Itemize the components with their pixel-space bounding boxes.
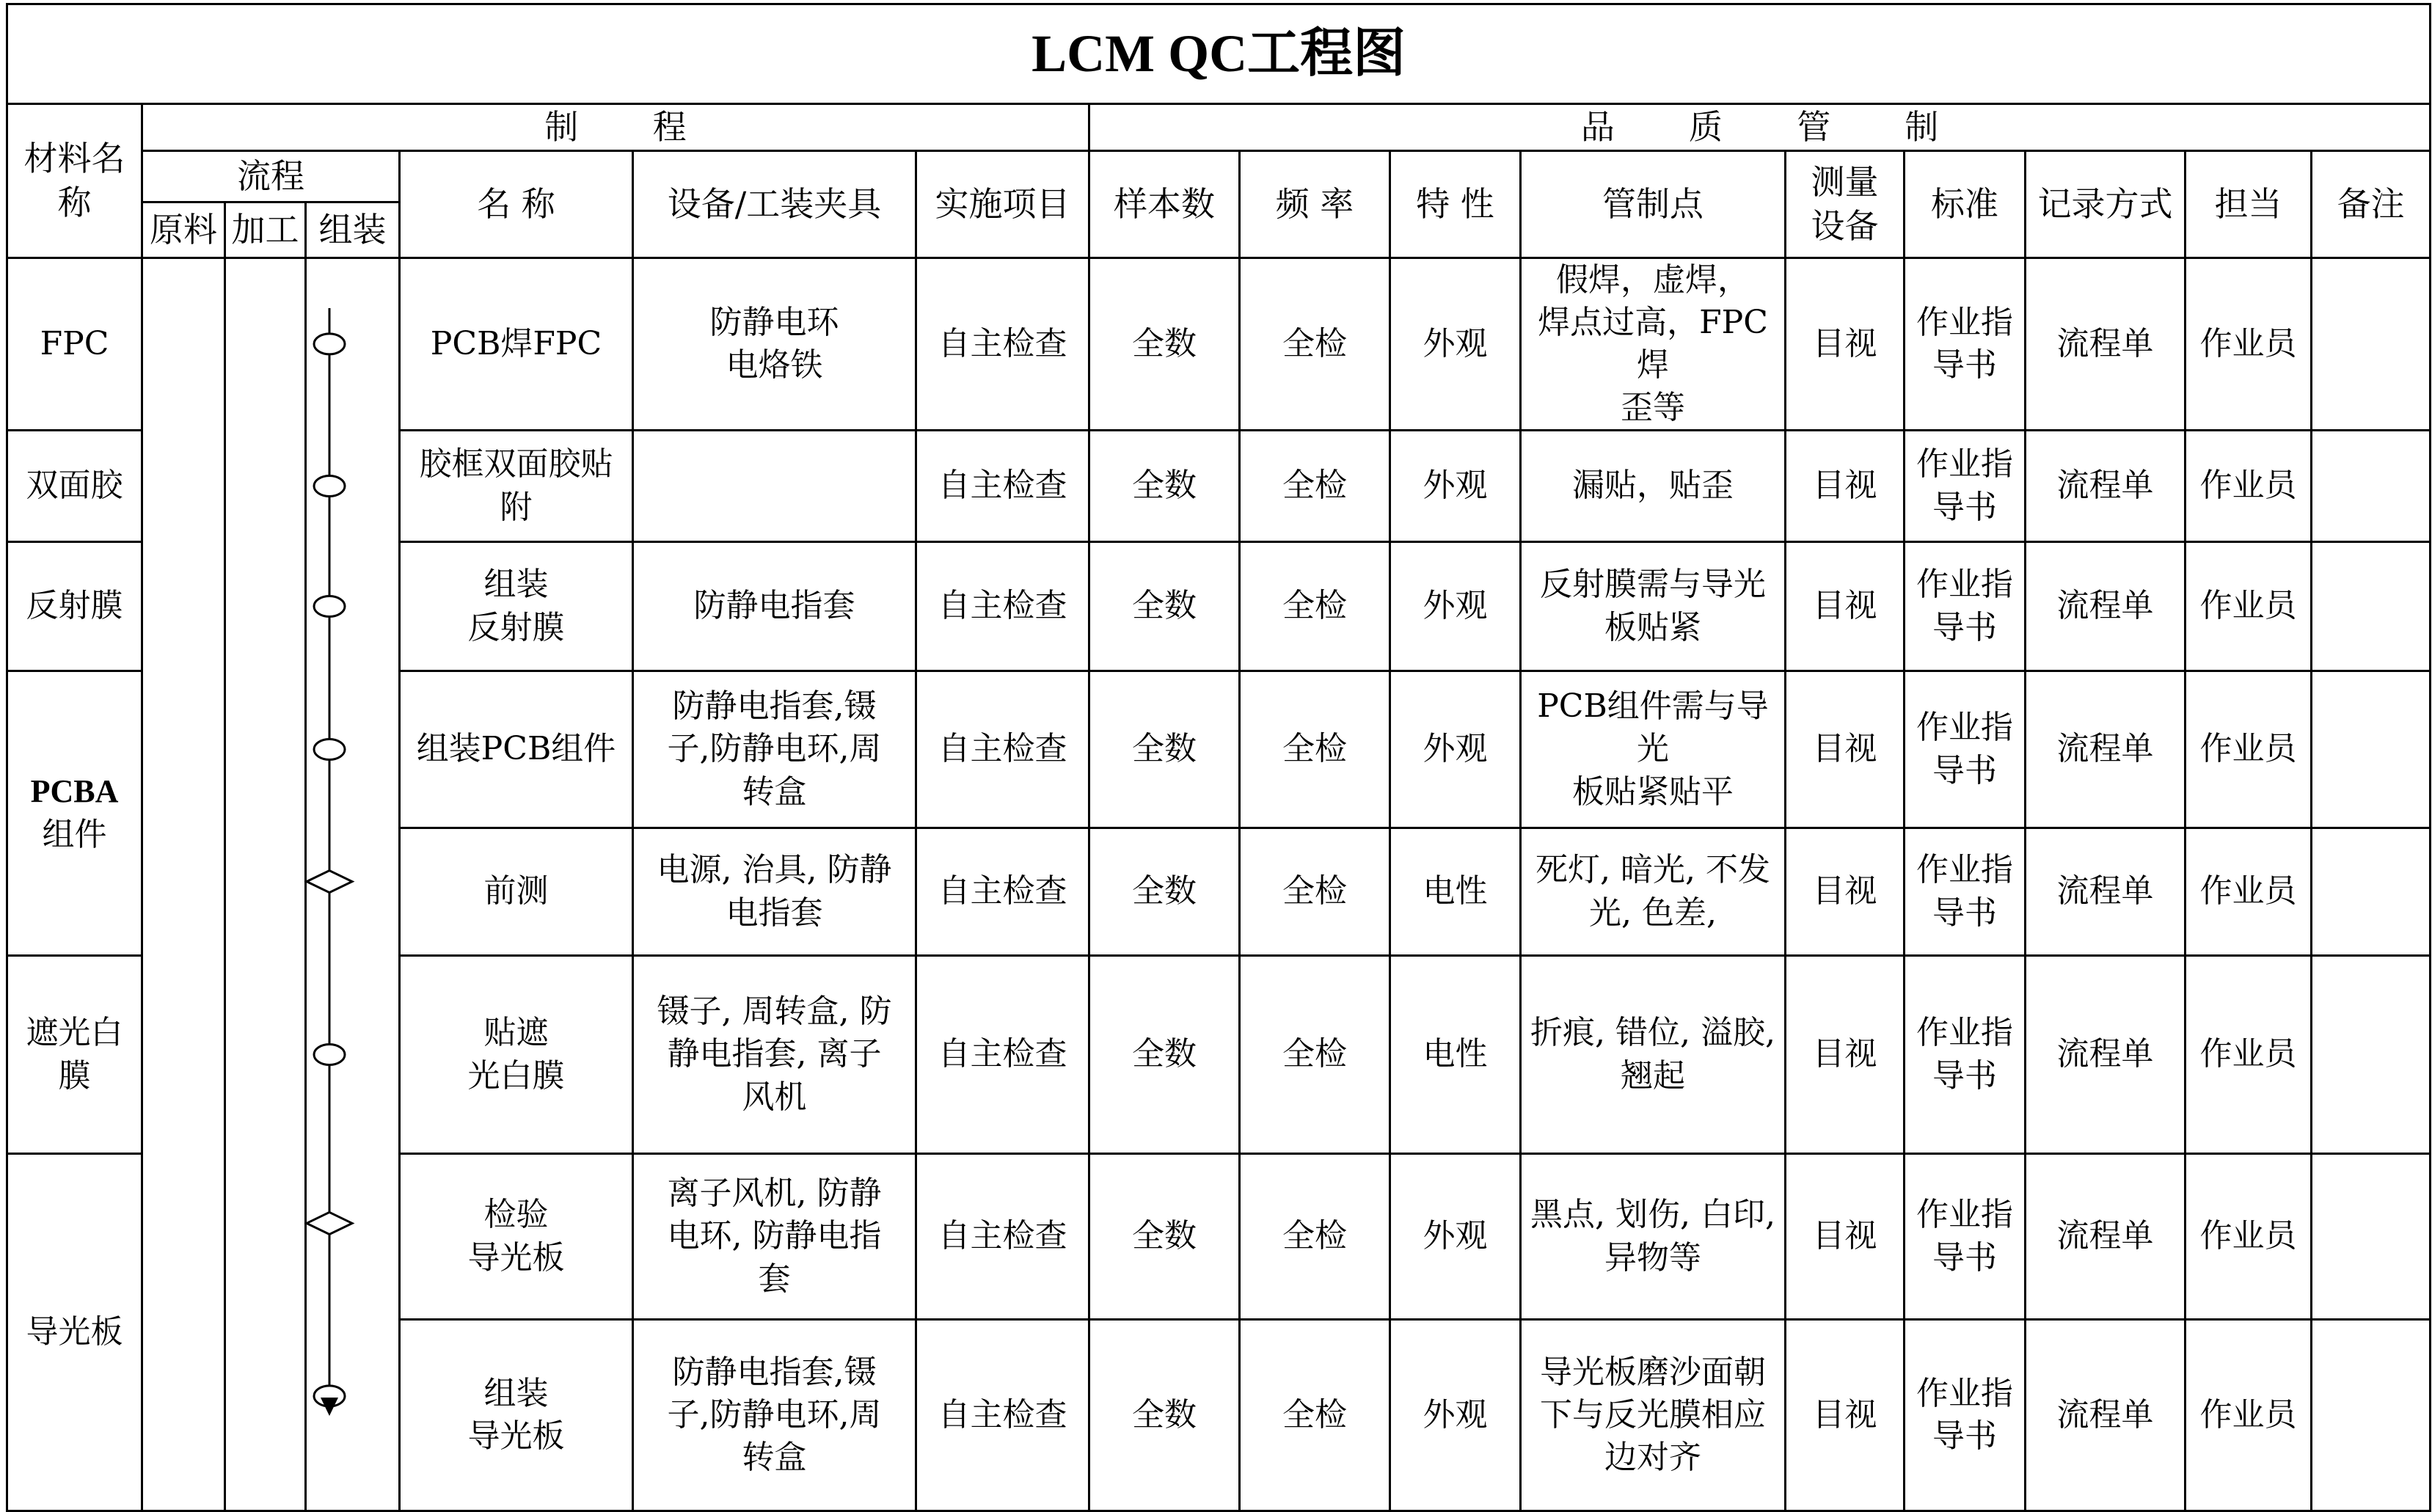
frequency: 全检 — [1240, 956, 1390, 1154]
characteristic: 外观 — [1390, 1154, 1521, 1320]
characteristic: 电性 — [1390, 828, 1521, 956]
process-name: PCB焊FPC — [400, 258, 633, 430]
control-point: 漏贴，贴歪 — [1521, 431, 1786, 542]
header-standard: 标准 — [1905, 150, 2026, 258]
control-point: PCB组件需与导光 板贴紧贴平 — [1521, 671, 1786, 828]
record-method: 流程单 — [2026, 258, 2185, 430]
sample-count: 全数 — [1089, 542, 1240, 671]
owner: 作业员 — [2185, 671, 2312, 828]
process-item: 自主检查 — [916, 956, 1089, 1154]
header-assembly: 组装 — [306, 202, 400, 258]
remark — [2312, 258, 2431, 430]
header-record: 记录方式 — [2026, 150, 2185, 258]
standard: 作业指 导书 — [1905, 258, 2026, 430]
remark — [2312, 956, 2431, 1154]
characteristic: 外观 — [1390, 671, 1521, 828]
standard: 作业指 导书 — [1905, 431, 2026, 542]
frequency: 全检 — [1240, 1320, 1390, 1511]
measuring-device: 目视 — [1786, 542, 1905, 671]
control-point: 黑点, 划伤, 白印, 异物等 — [1521, 1154, 1786, 1320]
sample-count: 全数 — [1089, 956, 1240, 1154]
standard: 作业指 导书 — [1905, 542, 2026, 671]
owner: 作业员 — [2185, 431, 2312, 542]
owner: 作业员 — [2185, 828, 2312, 956]
measuring-device: 目视 — [1786, 431, 1905, 542]
measuring-device: 目视 — [1786, 1154, 1905, 1320]
record-method: 流程单 — [2026, 1320, 2185, 1511]
process-name: 前测 — [400, 828, 633, 956]
process-item: 自主检查 — [916, 671, 1089, 828]
process-equipment: 防静电指套 — [633, 542, 916, 671]
record-method: 流程单 — [2026, 828, 2185, 956]
header-name: 名 称 — [400, 150, 633, 258]
remark — [2312, 1320, 2431, 1511]
measuring-device: 目视 — [1786, 1320, 1905, 1511]
header-processing: 加工 — [225, 202, 306, 258]
process-item: 自主检查 — [916, 1154, 1089, 1320]
header-raw: 原料 — [142, 202, 225, 258]
control-point: 死灯, 暗光, 不发 光, 色差, — [1521, 828, 1786, 956]
process-equipment: 镊子, 周转盒, 防 静电指套, 离子 风机 — [633, 956, 916, 1154]
owner: 作业员 — [2185, 1320, 2312, 1511]
standard: 作业指 导书 — [1905, 828, 2026, 956]
frequency: 全检 — [1240, 828, 1390, 956]
material-cell: 双面胶 — [7, 431, 142, 542]
process-name: 组装PCB组件 — [400, 671, 633, 828]
flow-processing-column — [225, 258, 306, 1511]
characteristic: 外观 — [1390, 431, 1521, 542]
frequency: 全检 — [1240, 431, 1390, 542]
header-material: 材料名称 — [7, 104, 142, 258]
header-measuring: 测量设备 — [1786, 150, 1905, 258]
characteristic: 外观 — [1390, 258, 1521, 430]
header-control-point: 管制点 — [1521, 150, 1786, 258]
characteristic: 外观 — [1390, 1320, 1521, 1511]
process-equipment: 电源, 治具, 防静 电指套 — [633, 828, 916, 956]
process-equipment: 防静电环 电烙铁 — [633, 258, 916, 430]
characteristic: 外观 — [1390, 542, 1521, 671]
flow-assembly-column — [306, 258, 400, 1511]
process-equipment: 防静电指套,镊 子,防静电环,周 转盒 — [633, 671, 916, 828]
remark — [2312, 1154, 2431, 1320]
frequency: 全检 — [1240, 542, 1390, 671]
frequency: 全检 — [1240, 1154, 1390, 1320]
material-cell: 导光板 — [7, 1154, 142, 1511]
process-item: 自主检查 — [916, 828, 1089, 956]
owner: 作业员 — [2185, 542, 2312, 671]
sample-count: 全数 — [1089, 258, 1240, 430]
header-item: 实施项目 — [916, 150, 1089, 258]
header-process-group: 制 程 — [142, 104, 1089, 151]
flow-raw-column — [142, 258, 225, 1511]
remark — [2312, 542, 2431, 671]
record-method: 流程单 — [2026, 956, 2185, 1154]
header-characteristic: 特 性 — [1390, 150, 1521, 258]
measuring-device: 目视 — [1786, 258, 1905, 430]
process-equipment — [633, 431, 916, 542]
process-name: 组装 导光板 — [400, 1320, 633, 1511]
material-cell-pcba: PCBA 组件 — [7, 671, 142, 956]
process-equipment: 防静电指套,镊 子,防静电环,周 转盒 — [633, 1320, 916, 1511]
remark — [2312, 431, 2431, 542]
header-equipment: 设备/工装夹具 — [633, 150, 916, 258]
material-cell: FPC — [7, 258, 142, 430]
owner: 作业员 — [2185, 1154, 2312, 1320]
owner: 作业员 — [2185, 258, 2312, 430]
process-name: 组装 反射膜 — [400, 542, 633, 671]
measuring-device: 目视 — [1786, 671, 1905, 828]
sample-count: 全数 — [1089, 671, 1240, 828]
measuring-device: 目视 — [1786, 828, 1905, 956]
header-flow: 流程 — [142, 150, 400, 202]
process-name: 胶框双面胶贴 附 — [400, 431, 633, 542]
sample-count: 全数 — [1089, 1154, 1240, 1320]
sample-count: 全数 — [1089, 431, 1240, 542]
header-frequency: 频 率 — [1240, 150, 1390, 258]
process-item: 自主检查 — [916, 1320, 1089, 1511]
process-item: 自主检查 — [916, 431, 1089, 542]
record-method: 流程单 — [2026, 671, 2185, 828]
owner: 作业员 — [2185, 956, 2312, 1154]
header-quality-group: 品 质 管 制 — [1089, 104, 2431, 151]
record-method: 流程单 — [2026, 1154, 2185, 1320]
remark — [2312, 828, 2431, 956]
process-item: 自主检查 — [916, 542, 1089, 671]
process-name: 检验 导光板 — [400, 1154, 633, 1320]
process-item: 自主检查 — [916, 258, 1089, 430]
document-title: LCM QC工程图 — [7, 4, 2431, 104]
sample-count: 全数 — [1089, 828, 1240, 956]
standard: 作业指 导书 — [1905, 1320, 2026, 1511]
measuring-device: 目视 — [1786, 956, 1905, 1154]
record-method: 流程单 — [2026, 542, 2185, 671]
remark — [2312, 671, 2431, 828]
record-method: 流程单 — [2026, 431, 2185, 542]
material-cell: 遮光白膜 — [7, 956, 142, 1154]
header-owner: 担当 — [2185, 150, 2312, 258]
characteristic: 电性 — [1390, 956, 1521, 1154]
process-equipment: 离子风机, 防静 电环, 防静电指 套 — [633, 1154, 916, 1320]
process-name: 贴遮 光白膜 — [400, 956, 633, 1154]
control-point: 反射膜需与导光 板贴紧 — [1521, 542, 1786, 671]
material-pcba-latin: PCBA — [30, 773, 119, 810]
standard: 作业指 导书 — [1905, 1154, 2026, 1320]
standard: 作业指 导书 — [1905, 956, 2026, 1154]
control-point: 导光板磨沙面朝 下与反光膜相应 边对齐 — [1521, 1320, 1786, 1511]
material-cell: 反射膜 — [7, 542, 142, 671]
control-point: 假焊，虚焊， 焊点过高，FPC焊 歪等 — [1521, 258, 1786, 430]
qc-process-table — [6, 3, 2431, 1512]
control-point: 折痕, 错位, 溢胶, 翘起 — [1521, 956, 1786, 1154]
header-sample: 样本数 — [1089, 150, 1240, 258]
standard: 作业指 导书 — [1905, 671, 2026, 828]
sample-count: 全数 — [1089, 1320, 1240, 1511]
header-remark: 备注 — [2312, 150, 2431, 258]
frequency: 全检 — [1240, 671, 1390, 828]
frequency: 全检 — [1240, 258, 1390, 430]
